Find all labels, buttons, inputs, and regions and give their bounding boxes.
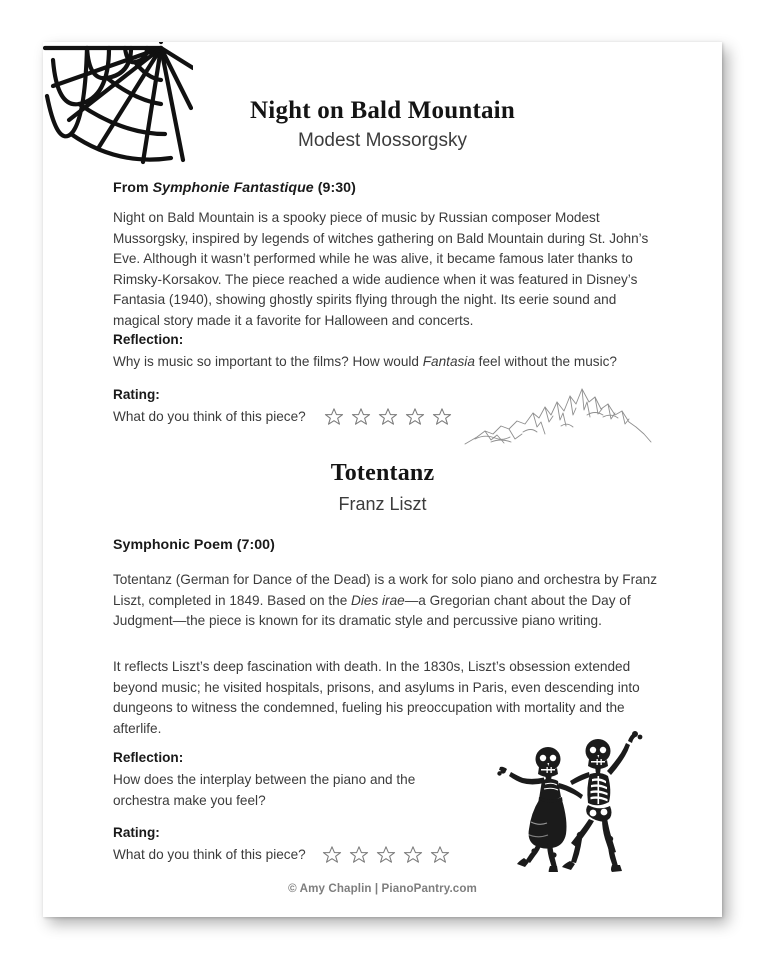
- star-outline-icon[interactable]: [351, 407, 371, 427]
- piece-2-reflection-question: How does the interplay between the piano and the orchestra make you feel?: [113, 772, 416, 808]
- para-italic-dies-irae: Dies irae: [351, 592, 405, 608]
- piece-2-rating-question: What do you think of this piece?: [113, 847, 306, 862]
- piece-1-subheading: [113, 180, 658, 196]
- piece-2-description-2: It reflects Liszt’s deep fascination with death. In the 1830s, Liszt’s obsession extended beyond music; he visited hospitals, prisons, and asylums in Paris, even descending into dungeons to witness the condemned, fueling his preoccupation with mortality and the afterlife.: [113, 659, 640, 736]
- piece-2-rating-label: Rating:: [113, 825, 160, 840]
- mountain-range-icon: [463, 382, 653, 452]
- reflection-q-pre: Why is music so important to the films? How would: [113, 354, 423, 369]
- piece-1-star-rating[interactable]: [324, 407, 452, 427]
- piece-1-rating-label: Rating:: [113, 387, 160, 402]
- piece-title-1: Night on Bald Mountain: [250, 97, 515, 124]
- page-footer: © Amy Chaplin | PianoPantry.com: [288, 882, 477, 895]
- star-outline-icon[interactable]: [324, 407, 344, 427]
- star-outline-icon[interactable]: [403, 845, 423, 865]
- star-outline-icon[interactable]: [349, 845, 369, 865]
- worksheet-page: [43, 42, 722, 917]
- star-outline-icon[interactable]: [376, 845, 396, 865]
- para-pre: Totentanz (German for Dance of the Dead) is a work for solo piano and orchestra by Franz Liszt, completed in 1849. Based on the: [113, 572, 658, 608]
- star-outline-icon[interactable]: [432, 407, 452, 427]
- piece-composer-1: Modest Mossorgsky: [298, 130, 467, 151]
- piece-2-reflection-label: Reflection:: [113, 750, 184, 765]
- piece-2-star-rating[interactable]: [322, 845, 450, 865]
- dancing-skeletons-icon: [490, 727, 645, 872]
- star-outline-icon[interactable]: [430, 845, 450, 865]
- piece-2-subheading: Symphonic Poem (7:00): [113, 537, 275, 553]
- subheading-duration: (9:30): [313, 180, 356, 196]
- piece-1-rating-question: What do you think of this piece?: [113, 409, 306, 424]
- subheading-work-title: Symphonie Fantastique: [152, 180, 314, 196]
- reflection-q-post: feel without the music?: [474, 354, 617, 369]
- piece-2-description-1: [113, 570, 658, 632]
- reflection-q-italic: Fantasia: [422, 354, 475, 369]
- piece-1-reflection-question: [113, 352, 658, 373]
- star-outline-icon[interactable]: [405, 407, 425, 427]
- piece-1-reflection-label: Reflection:: [113, 332, 184, 347]
- star-outline-icon[interactable]: [322, 845, 342, 865]
- piece-composer-2: Franz Liszt: [338, 494, 427, 514]
- piece-1-description: Night on Bald Mountain is a spooky piece of music by Russian composer Modest Mussorgsky, inspired by legends of witches gathering on Bald Mountain during St. John’s Eve. Although it wasn’t performed while he was alive, it became famous later thanks to Rimsky-Korsakov. The piece reached a wide audience when it was featured in Disney’s Fantasia (1940), showing ghostly spirits flying through the night. Its eerie sound and magical story made it a favorite for Halloween and concerts.: [113, 210, 649, 328]
- piece-title-2: Totentanz: [330, 460, 435, 486]
- para-post: —a Gregorian chant about the Day of Judgment—the piece is known for its dramatic style and percussive piano writing.: [113, 592, 631, 629]
- star-outline-icon[interactable]: [378, 407, 398, 427]
- subheading-prefix: From: [113, 180, 153, 196]
